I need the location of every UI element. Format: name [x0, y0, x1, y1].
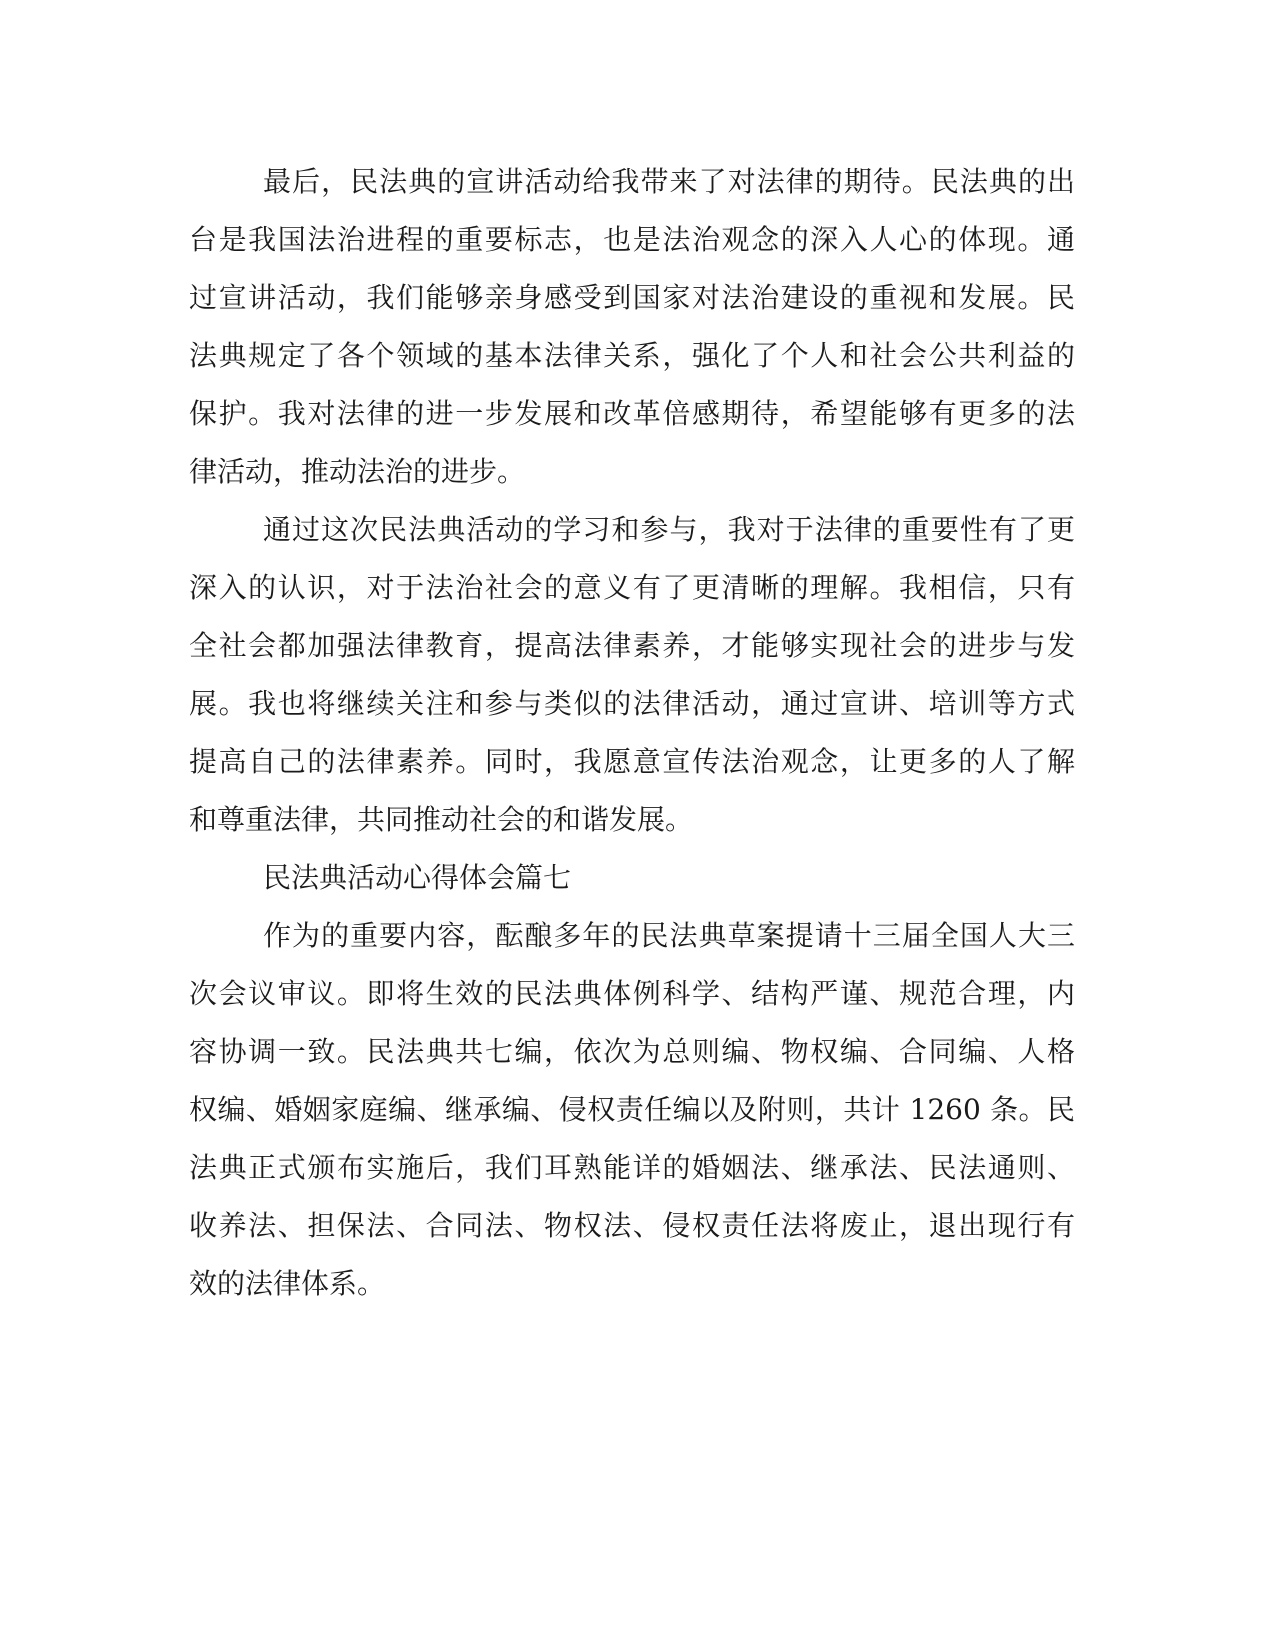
paragraph-1-line-1: 最后，民法典的宣讲活动给我带来了对法律的期待。民法典的出: [263, 165, 1075, 198]
paragraph-1-line-2: 台是我国法治进程的重要标志，也是法治观念的深入人心的体现。通: [189, 223, 1075, 256]
paragraph-2-line-3: 全社会都加强法律教育，提高法律素养，才能够实现社会的进步与发: [189, 629, 1075, 662]
paragraph-1-line-5: 保护。我对法律的进一步发展和改革倍感期待，希望能够有更多的法: [189, 397, 1075, 430]
paragraph-2-line-2: 深入的认识，对于法治社会的意义有了更清晰的理解。我相信，只有: [189, 571, 1075, 604]
paragraph-3-line-1: 作为的重要内容，酝酿多年的民法典草案提请十三届全国人大三: [263, 919, 1075, 952]
paragraph-2-line-1: 通过这次民法典活动的学习和参与，我对于法律的重要性有了更: [263, 513, 1075, 546]
paragraph-1-line-3: 过宣讲活动，我们能够亲身感受到国家对法治建设的重视和发展。民: [189, 281, 1075, 314]
paragraph-2-line-6: 和尊重法律，共同推动社会的和谐发展。: [189, 803, 694, 836]
paragraph-1-line-6: 律活动，推动法治的进步。: [189, 455, 526, 488]
paragraph-3-line-7: 效的法律体系。: [189, 1267, 386, 1300]
paragraph-3-line-2: 次会议审议。即将生效的民法典体例科学、结构严谨、规范合理，内: [189, 977, 1075, 1010]
paragraph-3-line-4: 权编、婚姻家庭编、继承编、侵权责任编以及附则，共计 1260 条。民: [189, 1093, 1075, 1126]
section-heading: 民法典活动心得体会篇七: [263, 861, 572, 894]
paragraph-3-line-6: 收养法、担保法、合同法、物权法、侵权责任法将废止，退出现行有: [189, 1209, 1075, 1242]
paragraph-3-line-5: 法典正式颁布实施后，我们耳熟能详的婚姻法、继承法、民法通则、: [189, 1151, 1075, 1184]
paragraph-3-line-3: 容协调一致。民法典共七编，依次为总则编、物权编、合同编、人格: [189, 1035, 1075, 1068]
paragraph-2-line-5: 提高自己的法律素养。同时，我愿意宣传法治观念，让更多的人了解: [189, 745, 1075, 778]
paragraph-2-line-4: 展。我也将继续关注和参与类似的法律活动，通过宣讲、培训等方式: [189, 687, 1075, 720]
paragraph-1-line-4: 法典规定了各个领域的基本法律关系，强化了个人和社会公共利益的: [189, 339, 1075, 372]
